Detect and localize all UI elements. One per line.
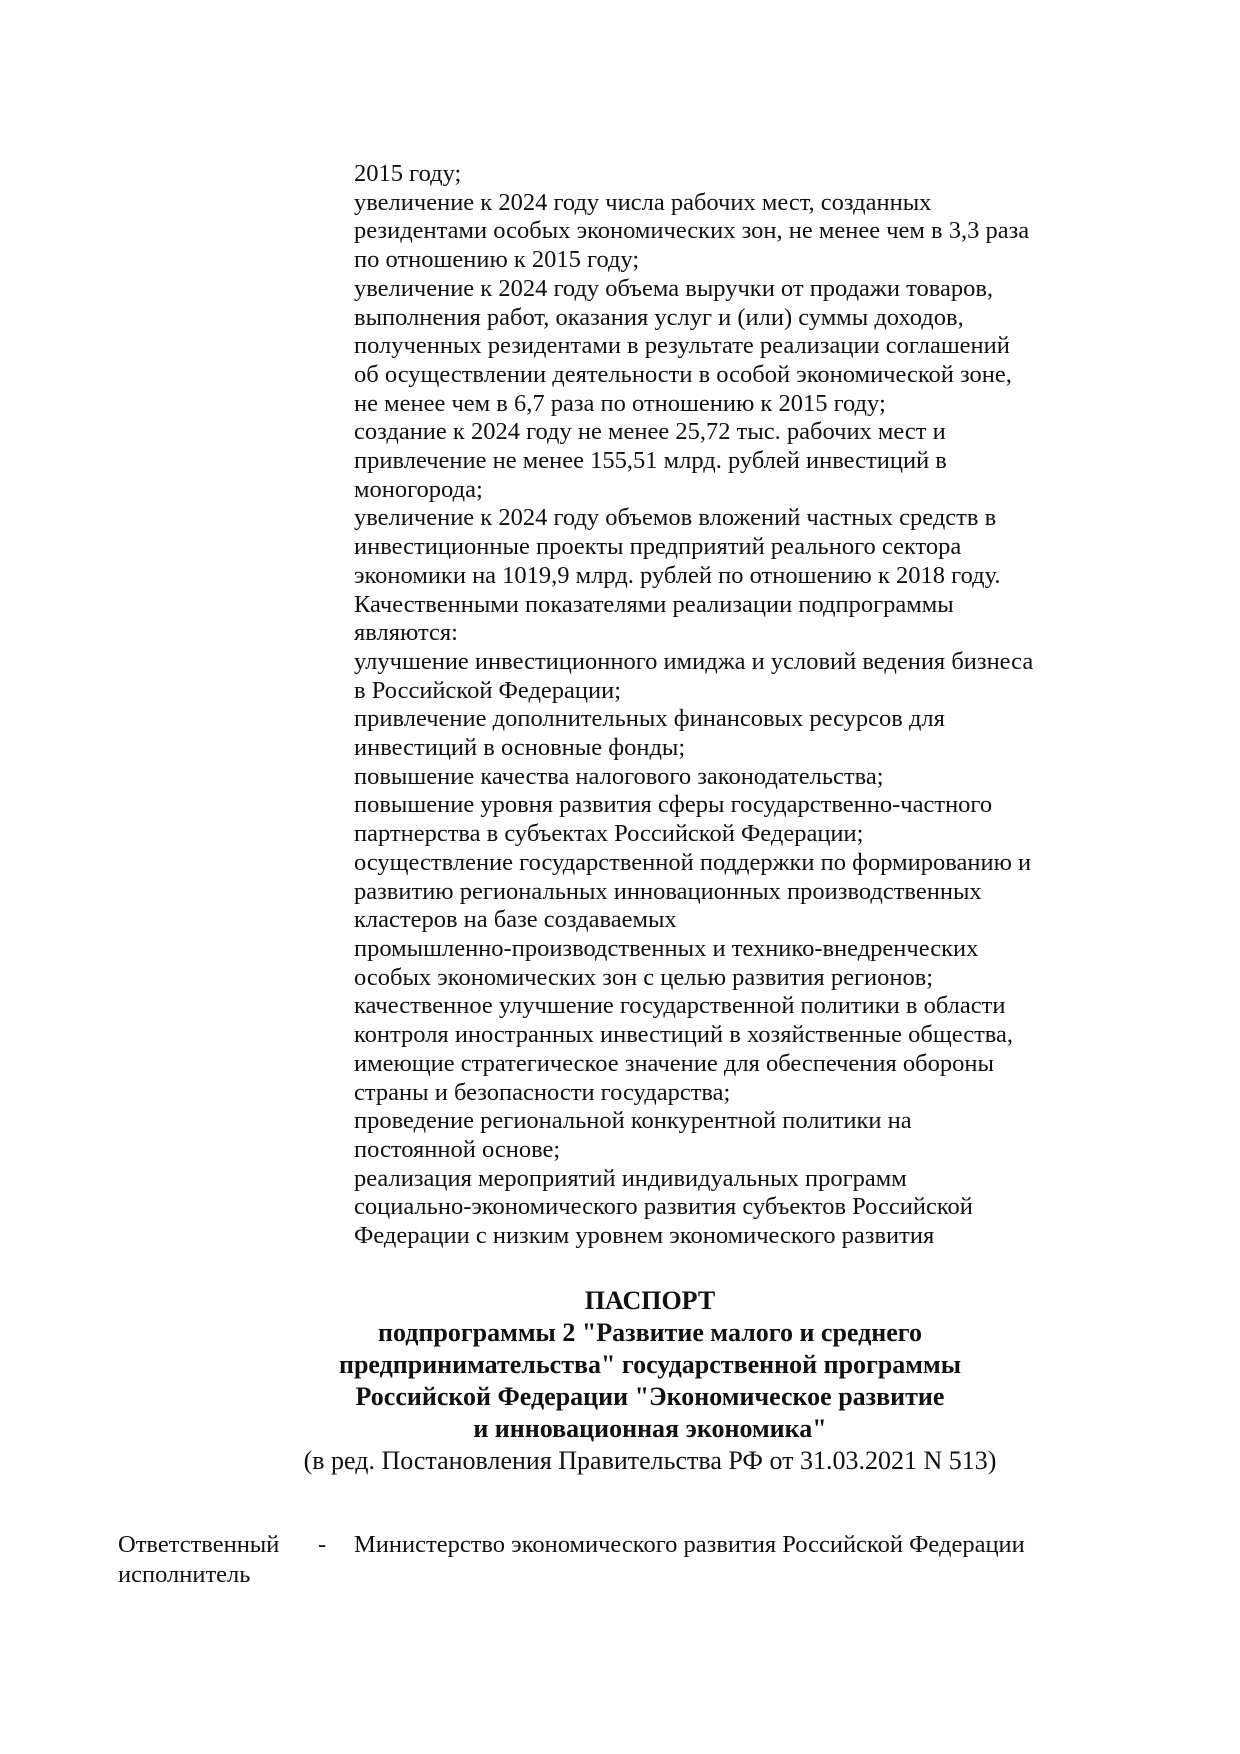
body-line: страны и безопасности государства; — [354, 1078, 731, 1106]
row-value: Министерство экономического развития Российской Федерации — [354, 1531, 1025, 1558]
passport-title-line: предпринимательства" государственной программы — [338, 1350, 962, 1379]
passport-title-line: и инновационная экономика" — [473, 1414, 827, 1443]
row-label — [118, 1530, 298, 1590]
body-line: выполнения работ, оказания услуг и (или) суммы доходов, — [354, 303, 964, 331]
body-line: постоянной основе; — [354, 1135, 561, 1163]
body-line: по отношению к 2015 году; — [354, 246, 640, 274]
body-line: инвестиционные проекты предприятий реального сектора — [354, 533, 962, 561]
body-line: Качественными показателями реализации подпрограммы — [354, 590, 954, 618]
body-line: кластеров на базе создаваемых — [354, 906, 677, 934]
body-line: повышение качества налогового законодательства; — [354, 762, 884, 790]
body-line: являются: — [354, 619, 458, 647]
body-line: привлечение не менее 155,51 млрд. рублей инвестиций в — [354, 447, 947, 475]
body-line: реализация мероприятий индивидуальных программ — [354, 1164, 907, 1192]
body-line: увеличение к 2024 году объема выручки от продажи товаров, — [354, 274, 994, 302]
passport-title: ПАСПОРТ — [584, 1286, 716, 1315]
body-line: увеличение к 2024 году объемов вложений частных средств в — [354, 504, 997, 532]
body-line: повышение уровня развития сферы государственно-частного — [354, 791, 993, 819]
body-line: промышленно-производственных и технико-внедренческих — [354, 934, 979, 962]
body-line: резидентами особых экономических зон, не менее чем в 3,3 раза — [354, 217, 1030, 245]
body-line: не менее чем в 6,7 раза по отношению к 2015 году; — [354, 389, 886, 417]
body-line: полученных резидентами в результате реализации соглашений — [354, 332, 1010, 360]
body-line: в Российской Федерации; — [354, 676, 622, 704]
body-line: социально-экономического развития субъектов Российской — [354, 1193, 973, 1221]
row-dash: - — [318, 1531, 327, 1558]
body-line: экономики на 1019,9 млрд. рублей по отношению к 2018 году. — [354, 561, 1001, 589]
body-line: развитию региональных инновационных производственных — [354, 877, 982, 905]
body-line: партнерства в субъектах Российской Федерации; — [354, 820, 864, 848]
body-text — [354, 160, 1074, 1251]
passport-heading — [300, 1285, 1000, 1477]
body-line: об осуществлении деятельности в особой экономической зоне, — [354, 360, 1012, 388]
edition-note: (в ред. Постановления Правительства РФ от 31.03.2021 N 513) — [303, 1446, 997, 1475]
row-label-line: Ответственный — [118, 1531, 280, 1558]
body-line: создание к 2024 году не менее 25,72 тыс. рабочих мест и — [354, 418, 946, 446]
body-line: особых экономических зон с целью развития регионов; — [354, 963, 934, 991]
body-line: увеличение к 2024 году числа рабочих мест, созданных — [354, 188, 932, 216]
passport-title-line: Российской Федерации "Экономическое развитие — [355, 1382, 945, 1411]
body-line: проведение региональной конкурентной политики на — [354, 1107, 912, 1135]
row-label-line: исполнитель — [118, 1561, 251, 1588]
body-line: привлечение дополнительных финансовых ресурсов для — [354, 705, 945, 733]
body-line: контроля иностранных инвестиций в хозяйственные общества, — [354, 1021, 1014, 1049]
body-line: моногорода; — [354, 475, 483, 503]
body-line: осуществление государственной поддержки по формированию и — [354, 848, 1032, 876]
passport-title-line: подпрограммы 2 "Развитие малого и среднего — [378, 1318, 922, 1347]
body-line: Федерации с низким уровнем экономического развития — [354, 1222, 935, 1250]
body-line: улучшение инвестиционного имиджа и условий ведения бизнеса — [354, 647, 1034, 675]
body-line: качественное улучшение государственной политики в области — [354, 992, 1006, 1020]
body-line: инвестиций в основные фонды; — [354, 734, 686, 762]
body-line: имеющие стратегическое значение для обеспечения обороны — [354, 1049, 994, 1077]
body-line: 2015 году; — [354, 160, 462, 187]
